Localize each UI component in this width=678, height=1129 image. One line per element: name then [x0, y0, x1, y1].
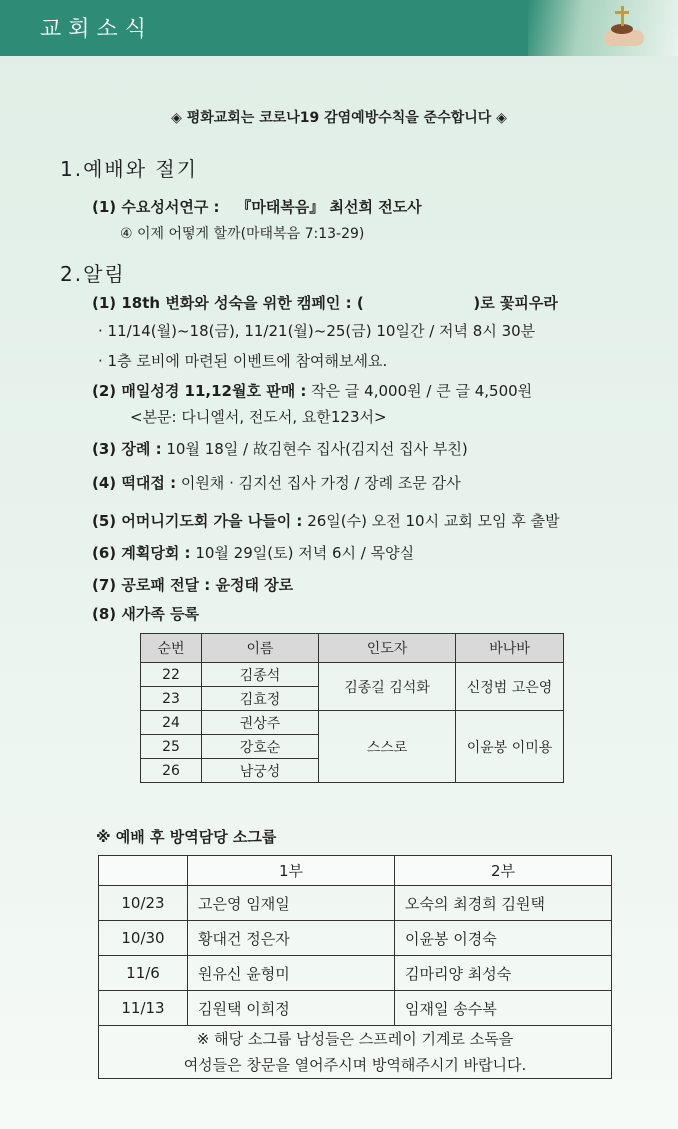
new-family-header-row — [141, 634, 564, 663]
daily-bible-item — [92, 380, 532, 401]
cell-second: 오숙의 최경희 김원택 — [395, 886, 612, 921]
col-header-first: 1부 — [188, 856, 395, 886]
col-header-second: 2부 — [395, 856, 612, 886]
rice-cake-value: 이원채 · 김지선 집사 가정 / 장례 조문 감사 — [176, 474, 461, 492]
wednesday-study-label: (1) 수요성서연구 : — [92, 198, 220, 216]
header-bar — [0, 0, 678, 56]
quarantine-header-row — [99, 856, 612, 886]
quarantine-title: ※ 예배 후 방역담당 소그룹 — [96, 828, 277, 846]
col-header-date — [99, 856, 188, 886]
cell-first: 원유신 윤형미 — [188, 956, 395, 991]
planning-meeting-label: (6) 계획당회 : — [92, 544, 191, 562]
campaign-bullet-1: · 11/14(월)~18(금), 11/21(월)~25(금) 10일간 / 저녁 8시 30분 — [98, 322, 536, 340]
cell-date: 11/13 — [99, 991, 188, 1026]
cell-guide: 스스로 — [319, 711, 456, 783]
cell-name: 김효정 — [202, 687, 319, 711]
plaque-item: (7) 공로패 전달 : 윤정태 장로 — [92, 576, 294, 594]
daily-bible-label: (2) 매일성경 11,12월호 판매 : — [92, 382, 307, 400]
new-family-table — [140, 633, 564, 783]
funeral-label: (3) 장례 : — [92, 440, 162, 458]
header-decoration — [528, 0, 678, 56]
cross-icon — [615, 6, 629, 26]
mothers-prayer-label: (5) 어머니기도회 가을 나들이 : — [92, 512, 303, 530]
new-family-item: (8) 새가족 등록 — [92, 605, 200, 623]
cell-barnabas: 신정범 고은영 — [456, 663, 564, 711]
header-title: 교회소식 — [40, 17, 154, 42]
table-row — [141, 711, 564, 735]
cell-name: 김종석 — [202, 663, 319, 687]
daily-bible-sub: <본문: 다니엘서, 전도서, 요한123서> — [130, 408, 387, 426]
planning-meeting-value: 10월 29일(토) 저녁 6시 / 목양실 — [190, 544, 415, 562]
cell-name: 남궁성 — [202, 759, 319, 783]
cell-no: 26 — [141, 759, 202, 783]
funeral-item — [92, 438, 468, 459]
col-header-guide: 인도자 — [319, 634, 456, 663]
rice-cake-item — [92, 472, 461, 493]
funeral-value: 10월 18일 / 故김현수 집사(김지선 집사 부친) — [161, 440, 468, 458]
cell-name: 권상주 — [202, 711, 319, 735]
section-title-worship: 1.예배와 절기 — [60, 157, 199, 181]
table-row — [99, 956, 612, 991]
cell-no: 23 — [141, 687, 202, 711]
campaign-bullet-2: · 1층 로비에 마련된 이벤트에 참여해보세요. — [98, 352, 388, 370]
cell-second: 김마리양 최성숙 — [395, 956, 612, 991]
col-header-name: 이름 — [202, 634, 319, 663]
table-row — [141, 663, 564, 687]
cell-no: 25 — [141, 735, 202, 759]
quarantine-table — [98, 855, 612, 1079]
cell-date: 11/6 — [99, 956, 188, 991]
wednesday-study — [92, 196, 422, 217]
wednesday-study-sub: ④ 이제 어떻게 할까(마태복음 7:13-29) — [120, 226, 365, 242]
cell-first: 황대건 정은자 — [188, 921, 395, 956]
cell-barnabas: 이윤봉 이미용 — [456, 711, 564, 783]
rice-cake-label: (4) 떡대접 : — [92, 474, 177, 492]
table-row — [99, 886, 612, 921]
cell-date: 10/23 — [99, 886, 188, 921]
col-header-barnabas: 바나바 — [456, 634, 564, 663]
mothers-prayer-value: 26일(수) 오전 10시 교회 모임 후 출발 — [302, 512, 560, 530]
planning-meeting-item — [92, 542, 414, 563]
notice-banner: ◈ 평화교회는 코로나19 감염예방수칙을 준수합니다 ◈ — [171, 110, 507, 126]
col-header-no: 순번 — [141, 634, 202, 663]
quarantine-note-line-1: ※ 해당 소그룹 남성들은 스프레이 기계로 소독을 — [196, 1030, 514, 1048]
daily-bible-value: 작은 글 4,000원 / 큰 글 4,500원 — [306, 382, 533, 400]
mothers-prayer-item — [92, 510, 560, 531]
cell-name: 강호순 — [202, 735, 319, 759]
cell-first: 김원택 이희정 — [188, 991, 395, 1026]
cell-no: 24 — [141, 711, 202, 735]
cell-guide: 김종길 김석화 — [319, 663, 456, 711]
cell-second: 이윤봉 이경숙 — [395, 921, 612, 956]
cell-first: 고은영 임재일 — [188, 886, 395, 921]
cell-second: 임재일 송수복 — [395, 991, 612, 1026]
campaign-item: (1) 18th 변화와 성숙을 위한 캠페인 : ( )로 꽃피우라 — [92, 294, 558, 312]
quarantine-note — [99, 1026, 612, 1079]
wednesday-study-value: 『마태복음』 최선희 전도사 — [236, 198, 422, 216]
table-row — [99, 921, 612, 956]
quarantine-note-line-2: 여성들은 창문을 열어주시며 방역해주시기 바랍니다. — [183, 1056, 527, 1074]
table-row — [99, 991, 612, 1026]
cell-date: 10/30 — [99, 921, 188, 956]
quarantine-note-row — [99, 1026, 612, 1079]
section-title-news: 2.알림 — [60, 262, 126, 286]
cell-no: 22 — [141, 663, 202, 687]
